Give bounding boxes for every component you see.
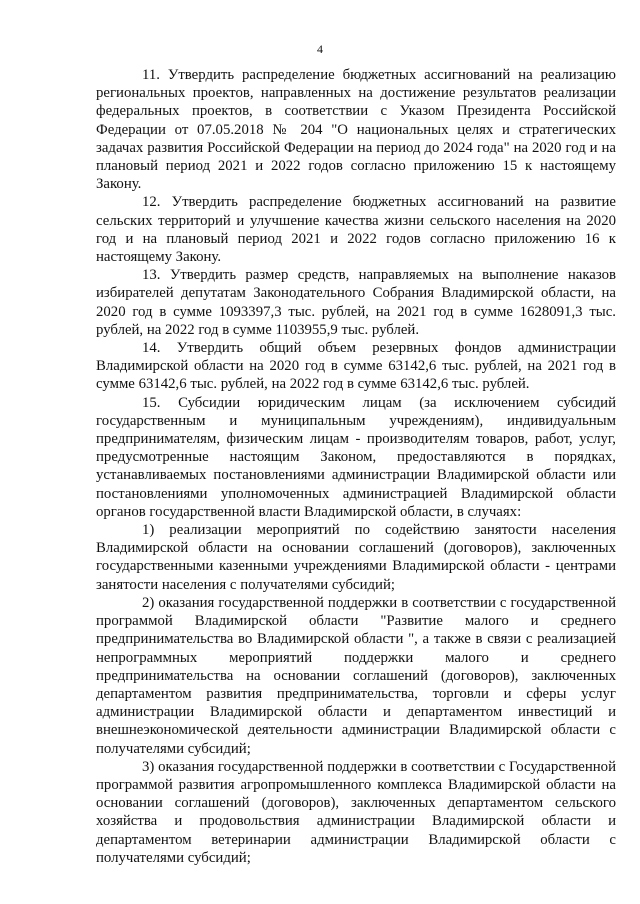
article-12: 12. Утвердить распределение бюджетных ассигнований на развитие сельских территорий и улучшение качества жизни сельского населения на 2020 год и на плановый период 2021 и 2022 годов согласно приложению 16 к настоящему Закону.: [96, 194, 616, 266]
article-15-item-1: 1) реализации мероприятий по содействию занятости населения Владимирской области на основании соглашений (договоров), заключенных государственными казенными учреждениями Владимирской области - центрами занятости населения с получателями субсидий;: [96, 522, 616, 593]
page-number: 4: [317, 42, 323, 56]
article-14: 14. Утвердить общий объем резервных фондов администрации Владимирской области на 2020 год в сумме 63142,6 тыс. рублей, на 2021 год в сумме 63142,6 тыс. рублей, на 2022 год в сумме 63142,6 тыс. рублей.: [96, 340, 616, 393]
article-15-item-2: 2) оказания государственной поддержки в соответствии с государственной программой Владимирской области "Развитие малого и среднего предпринимательства во Владимирской области ", а также в связи с реализацией непрограммных мероприятий поддержки малого и среднего предпринимательства на основании соглашений (договоров), заключенных департаментом развития предпринимательства, торговли и сферы услуг администрации Владимирской области и департаментом инвестиций и внешнеэкономической деятельности администрации Владимирской области с получателями субсидий;: [96, 594, 616, 757]
article-11: 11. Утвердить распределение бюджетных ассигнований на реализацию региональных проектов, направленных на достижение результатов реализации федеральных проектов, в соответствии с Указом Президента Российской Федерации от 07.05.2018 № 204 "О национальных целях и стратегических задачах развития Российской Федерации на период до 2024 года" на 2020 год и на плановый период 2021 и 2022 годов согласно приложению 15 к настоящему Закону.: [96, 67, 616, 193]
article-15-item-3: 3) оказания государственной поддержки в соответствии с Государственной программой развития агропромышленного комплекса Владимирской области на основании соглашений (договоров), заключенных департаментом сельского хозяйства и продовольствия администрации Владимирской области и департаментом ветеринарии администрации Владимирской области с получателями субсидий;: [96, 758, 616, 866]
article-15: 15. Субсидии юридическим лицам (за исключением субсидий государственным и муниципальным учреждениям), индивидуальным предпринимателям, физическим лицам - производителям товаров, работ, услуг, предусмотренные настоящим Законом, предоставляются в порядках, устанавливаемых постановлениями администрации Владимирской области или постановлениями уполномоченных администрацией Владимирской области органов государственной власти Владимирской области, в случаях:: [96, 394, 616, 520]
document-body: [96, 66, 616, 867]
article-13: 13. Утвердить размер средств, направляемых на выполнение наказов избирателей депутатам Законодательного Собрания Владимирской области, на 2020 год в сумме 1093397,3 тыс. рублей, на 2021 год в сумме 1628091,3 тыс. рублей, на 2022 год в сумме 1103955,9 тыс. рублей.: [96, 267, 616, 338]
